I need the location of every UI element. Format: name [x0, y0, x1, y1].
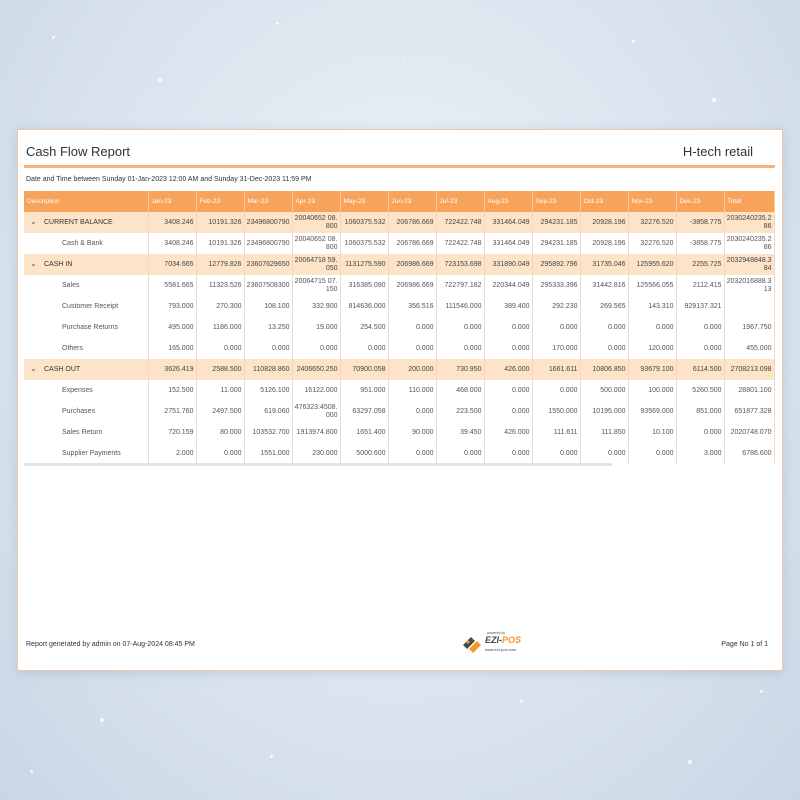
- table-cell: 90.000: [388, 422, 436, 443]
- row-description: [24, 380, 148, 401]
- table-cell: 2112.415: [676, 275, 724, 296]
- table-cell: 19.000: [292, 317, 340, 338]
- table-cell: 20040652 08.800: [292, 212, 340, 233]
- row-description: [24, 275, 148, 296]
- column-header[interactable]: Jun-23: [388, 191, 436, 212]
- table-cell: 951.000: [340, 380, 388, 401]
- table-cell: 2406650.250: [292, 359, 340, 380]
- table-cell: 814636.000: [340, 296, 388, 317]
- table-cell: 100.000: [628, 380, 676, 401]
- table-row: [24, 443, 774, 464]
- snow-dot: [100, 718, 104, 722]
- table-cell: 2708213.098: [724, 359, 774, 380]
- table-cell: 20928.196: [580, 212, 628, 233]
- table-cell: 0.000: [484, 317, 532, 338]
- row-label: Expenses: [62, 386, 93, 394]
- table-cell: 206986.669: [388, 275, 436, 296]
- table-cell: 111.850: [580, 422, 628, 443]
- column-header[interactable]: Jul-23: [436, 191, 484, 212]
- table-cell: 28801.100: [724, 380, 774, 401]
- table-cell: 2497.500: [196, 401, 244, 422]
- snow-dot: [760, 690, 763, 693]
- table-cell: 111.611: [532, 422, 580, 443]
- table-cell: 63297.058: [340, 401, 388, 422]
- table-cell: 220344.049: [484, 275, 532, 296]
- report-title: Cash Flow Report: [26, 144, 131, 159]
- table-cell: 108.100: [244, 296, 292, 317]
- column-header[interactable]: May-23: [340, 191, 388, 212]
- date-range: Date and Time between Sunday 01-Jan-2023 12:00 AM and Sunday 31-Dec-2023 11:59 PM: [26, 176, 312, 183]
- table-cell: 292.230: [532, 296, 580, 317]
- table-cell: 495.000: [148, 317, 196, 338]
- table-cell: 5581.665: [148, 275, 196, 296]
- report-page: [17, 129, 783, 671]
- table-cell: 7034.665: [148, 254, 196, 275]
- table-cell: 2751.760: [148, 401, 196, 422]
- table-cell: 722422.748: [436, 212, 484, 233]
- snow-dot: [158, 78, 162, 82]
- table-cell: 11323.526: [196, 275, 244, 296]
- table-cell: 0.000: [676, 422, 724, 443]
- row-description: [24, 401, 148, 422]
- table-cell: 0.000: [532, 317, 580, 338]
- table-cell: 2032016888.313: [724, 275, 774, 296]
- table-cell: 332.900: [292, 296, 340, 317]
- chevron-down-icon[interactable]: ⌄: [30, 364, 37, 373]
- column-header[interactable]: Jan-23: [148, 191, 196, 212]
- row-label: Others: [62, 344, 84, 352]
- table-cell: 32276.520: [628, 233, 676, 254]
- table-cell: 0.000: [628, 443, 676, 464]
- table-cell: 0.000: [388, 317, 436, 338]
- table-row: [24, 317, 774, 338]
- table-cell: 1131275.590: [340, 254, 388, 275]
- table-cell: 0.000: [388, 401, 436, 422]
- table-cell: 1060375.532: [340, 233, 388, 254]
- table-cell: 254.500: [340, 317, 388, 338]
- table-cell: 1186.000: [196, 317, 244, 338]
- logo-brand-part: POS: [502, 635, 522, 645]
- table-cell: 23496800790: [244, 212, 292, 233]
- table-header-row: [24, 191, 774, 212]
- table-cell: 331890.049: [484, 254, 532, 275]
- table-cell: 6786.600: [724, 443, 774, 464]
- table-cell: 294231.185: [532, 212, 580, 233]
- table-cell: 200.000: [388, 359, 436, 380]
- table-cell: 10806.850: [580, 359, 628, 380]
- row-description: [24, 233, 148, 254]
- table-cell: 6114.500: [676, 359, 724, 380]
- row-description: [24, 212, 148, 233]
- group-row[interactable]: [24, 359, 774, 380]
- page-number: Page No 1 of 1: [721, 641, 768, 648]
- ezi-pos-logo-mark-icon: [461, 633, 483, 653]
- table-cell: 143.310: [628, 296, 676, 317]
- table-cell: 165.000: [148, 338, 196, 359]
- table-cell: 929137.321: [676, 296, 724, 317]
- table-cell: 10.100: [628, 422, 676, 443]
- row-label: Sales: [62, 281, 80, 289]
- table-cell: 269.565: [580, 296, 628, 317]
- table-cell: 295333.396: [532, 275, 580, 296]
- table-cell: 720.159: [148, 422, 196, 443]
- snow-dot: [30, 770, 33, 773]
- table-cell: 295892.796: [532, 254, 580, 275]
- table-cell: 16122.000: [292, 380, 340, 401]
- table-cell: 722422.748: [436, 233, 484, 254]
- table-cell: 223.500: [436, 401, 484, 422]
- table-row: [24, 422, 774, 443]
- table-row: [24, 338, 774, 359]
- table-cell: 0.000: [484, 380, 532, 401]
- table-cell: 0.000: [244, 338, 292, 359]
- chevron-down-icon[interactable]: ⌄: [30, 217, 37, 226]
- table-cell: 0.000: [628, 317, 676, 338]
- table-cell: 3.000: [676, 443, 724, 464]
- table-cell: 0.000: [580, 338, 628, 359]
- table-cell: 10195.000: [580, 401, 628, 422]
- table-cell: 230.000: [292, 443, 340, 464]
- column-header[interactable]: Feb-23: [196, 191, 244, 212]
- table-cell: 0.000: [484, 443, 532, 464]
- snow-dot: [276, 22, 279, 25]
- table-cell: 651877.328: [724, 401, 774, 422]
- table-cell: 331464.049: [484, 212, 532, 233]
- table-cell: 331464.049: [484, 233, 532, 254]
- column-header[interactable]: Nov-23: [628, 191, 676, 212]
- snow-dot: [712, 98, 716, 102]
- table-row: [24, 296, 774, 317]
- table-row: [24, 380, 774, 401]
- company-name: H-tech retail: [682, 144, 753, 159]
- row-label: Customer Receipt: [62, 302, 119, 310]
- logo-brand-part: EZI-: [485, 635, 502, 645]
- table-cell: 2032948848.384: [724, 254, 774, 275]
- table-cell: 0.000: [532, 380, 580, 401]
- table-cell: 23496800790: [244, 233, 292, 254]
- table-cell: 730.950: [436, 359, 484, 380]
- table-row: [24, 275, 774, 296]
- table-cell: 1967.750: [724, 317, 774, 338]
- snow-dot: [632, 40, 635, 43]
- table-cell: 426.000: [484, 359, 532, 380]
- row-description: [24, 443, 148, 464]
- table-cell: 5126.100: [244, 380, 292, 401]
- table-cell: 0.000: [436, 443, 484, 464]
- table-cell: 1060375.532: [340, 212, 388, 233]
- column-header[interactable]: Total: [724, 191, 774, 212]
- table-cell: 120.000: [628, 338, 676, 359]
- table-cell: 722797.182: [436, 275, 484, 296]
- group-row[interactable]: [24, 254, 774, 275]
- table-cell: 468.000: [436, 380, 484, 401]
- snow-dot: [402, 60, 404, 62]
- table-cell: 20064718 59.050: [292, 254, 340, 275]
- snow-dot: [520, 700, 523, 703]
- table-cell: 0.000: [532, 443, 580, 464]
- table-cell: 93569.000: [628, 401, 676, 422]
- table-cell: 5260.500: [676, 380, 724, 401]
- logo-brand: [485, 635, 521, 645]
- table-cell: 2.000: [148, 443, 196, 464]
- row-label: CASH OUT: [44, 366, 81, 373]
- row-label: CURRENT BALANCE: [44, 219, 113, 226]
- table-cell: 476323.4508.000: [292, 401, 340, 422]
- table-cell: 80.000: [196, 422, 244, 443]
- table-cell: 316385.090: [340, 275, 388, 296]
- table-cell: 0.000: [388, 443, 436, 464]
- row-label: Purchases: [62, 407, 96, 415]
- snow-dot: [688, 760, 692, 764]
- table-cell: 12779.826: [196, 254, 244, 275]
- table-cell: 170.000: [532, 338, 580, 359]
- table-cell: 0.000: [292, 338, 340, 359]
- table-cell: -3858.775: [676, 233, 724, 254]
- ezi-pos-logo: [459, 629, 529, 657]
- table-cell: 426.000: [484, 422, 532, 443]
- column-header[interactable]: Aug-23: [484, 191, 532, 212]
- table-cell: 0.000: [484, 338, 532, 359]
- column-header[interactable]: Oct-23: [580, 191, 628, 212]
- table-cell: 0.000: [436, 338, 484, 359]
- table-cell: 110.000: [388, 380, 436, 401]
- table-cell: 294231.185: [532, 233, 580, 254]
- snow-dot: [52, 36, 55, 39]
- table-cell: 39.450: [436, 422, 484, 443]
- table-cell: 0.000: [580, 317, 628, 338]
- table-cell: [724, 296, 774, 317]
- table-cell: 389.400: [484, 296, 532, 317]
- table-cell: 20040652 08.800: [292, 233, 340, 254]
- table-cell: 11.000: [196, 380, 244, 401]
- table-row: [24, 401, 774, 422]
- table-cell: 31735.046: [580, 254, 628, 275]
- table-cell: 125566.055: [628, 275, 676, 296]
- row-description: [24, 338, 148, 359]
- row-description: [24, 422, 148, 443]
- table-cell: 103532.700: [244, 422, 292, 443]
- column-header[interactable]: Apr-23: [292, 191, 340, 212]
- table-cell: 206986.669: [388, 254, 436, 275]
- table-cell: 32276.520: [628, 212, 676, 233]
- table-cell: 110828.860: [244, 359, 292, 380]
- row-description: [24, 254, 148, 275]
- row-label: Sales Return: [62, 428, 103, 436]
- table-cell: 13.250: [244, 317, 292, 338]
- table-cell: 2030240235.286: [724, 233, 774, 254]
- table-cell: 2588.500: [196, 359, 244, 380]
- table-cell: 851.000: [676, 401, 724, 422]
- table-cell: 1651.400: [340, 422, 388, 443]
- table-cell: 3408.246: [148, 233, 196, 254]
- group-row[interactable]: [24, 212, 774, 233]
- logo-powered-by: powered by: [487, 631, 506, 635]
- chevron-down-icon[interactable]: ⌄: [30, 259, 37, 268]
- table-cell: 619.060: [244, 401, 292, 422]
- row-label: Cash & Bank: [62, 239, 103, 247]
- table-cell: 0.000: [196, 443, 244, 464]
- table-cell: 1661.611: [532, 359, 580, 380]
- table-cell: 0.000: [436, 317, 484, 338]
- table-cell: 500.000: [580, 380, 628, 401]
- table-cell: 23607508300: [244, 275, 292, 296]
- table-cell: 2255.725: [676, 254, 724, 275]
- table-cell: 206786.669: [388, 212, 436, 233]
- table-cell: 455.000: [724, 338, 774, 359]
- table-cell: 10191.326: [196, 212, 244, 233]
- table-cell: 0.000: [340, 338, 388, 359]
- table-cell: 1913974.800: [292, 422, 340, 443]
- column-header[interactable]: Sep-23: [532, 191, 580, 212]
- table-cell: 70900.058: [340, 359, 388, 380]
- table-cell: 356.516: [388, 296, 436, 317]
- table-cell: 793.000: [148, 296, 196, 317]
- cash-flow-table: [24, 191, 775, 464]
- column-header[interactable]: Description: [24, 191, 148, 212]
- table-cell: 0.000: [484, 401, 532, 422]
- snow-dot: [270, 755, 273, 758]
- table-scrollbar[interactable]: [24, 463, 612, 466]
- table-cell: 152.500: [148, 380, 196, 401]
- table-cell: 0.000: [580, 443, 628, 464]
- table-cell: 31442.816: [580, 275, 628, 296]
- table-cell: 5000.600: [340, 443, 388, 464]
- table-cell: 1550.000: [532, 401, 580, 422]
- table-cell: 1551.000: [244, 443, 292, 464]
- row-label: CASH IN: [44, 261, 73, 268]
- table-cell: 270.300: [196, 296, 244, 317]
- table-cell: 3408.246: [148, 212, 196, 233]
- table-cell: 0.000: [676, 338, 724, 359]
- table-cell: 0.000: [676, 317, 724, 338]
- table-cell: 723153.698: [436, 254, 484, 275]
- table-cell: 93679.100: [628, 359, 676, 380]
- table-cell: -3858.775: [676, 212, 724, 233]
- table-cell: 2020748.070: [724, 422, 774, 443]
- table-cell: 3626.419: [148, 359, 196, 380]
- row-description: [24, 317, 148, 338]
- column-header[interactable]: Dec-23: [676, 191, 724, 212]
- column-header[interactable]: Mar-23: [244, 191, 292, 212]
- table-cell: 20928.196: [580, 233, 628, 254]
- row-description: [24, 359, 148, 380]
- table-row: [24, 233, 774, 254]
- table-cell: 2030240235.286: [724, 212, 774, 233]
- row-description: [24, 296, 148, 317]
- table-cell: 0.000: [196, 338, 244, 359]
- logo-url: www.ezi-pos.com: [485, 647, 517, 652]
- table-cell: 206786.669: [388, 233, 436, 254]
- table-cell: 10191.326: [196, 233, 244, 254]
- table-cell: 0.000: [388, 338, 436, 359]
- table-cell: 20064715 07.150: [292, 275, 340, 296]
- report-generated-info: Report generated by admin on 07-Aug-2024 08:45 PM: [26, 641, 195, 648]
- title-divider: [24, 165, 775, 168]
- row-label: Purchase Returns: [62, 323, 119, 331]
- table-cell: 23607629650: [244, 254, 292, 275]
- table-cell: 125955.620: [628, 254, 676, 275]
- row-label: Supplier Payments: [62, 449, 121, 457]
- table-cell: 111546.000: [436, 296, 484, 317]
